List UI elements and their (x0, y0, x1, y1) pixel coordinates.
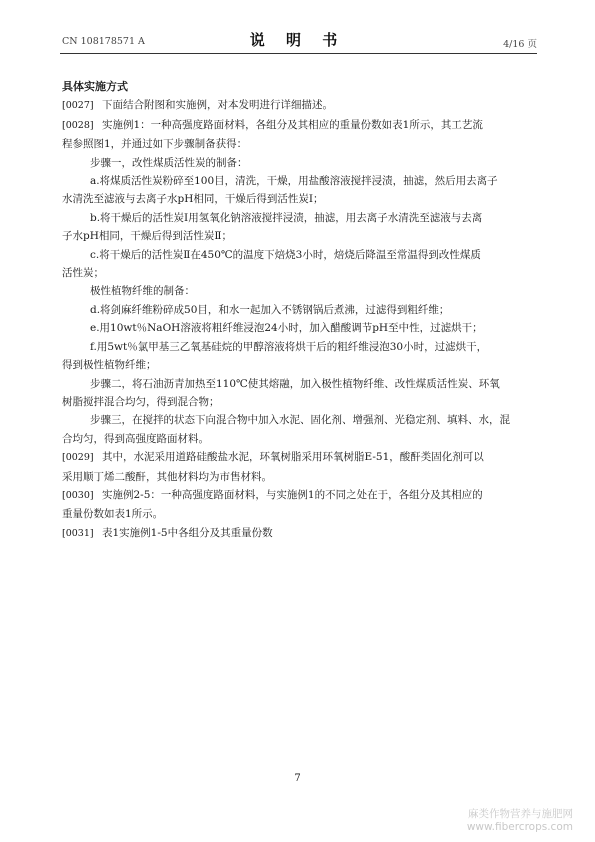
text-line (62, 319, 540, 337)
line-text: c.将干燥后的活性炭Ⅱ在450℃的温度下焙烧3小时，焙烧后降温至常温得到改性煤质 (90, 248, 481, 261)
line-text: d.将剑麻纤维粉碎成50目，和水一起加入不锈钢锅后煮沸，过滤得到粗纤维； (90, 303, 450, 316)
text-line (62, 375, 540, 393)
text-line (62, 227, 540, 245)
header-rule (60, 53, 537, 54)
line-text: 表1实施例1-5中各组分及其重量份数 (102, 526, 273, 539)
paragraph-tag: [0030] (62, 489, 94, 501)
text-line (62, 301, 540, 319)
page-info: 4/16 页 (503, 39, 537, 50)
line-text: e.用10wt％NaOH溶液将粗纤维浸泡24小时，加入醋酸调节pH至中性，过滤烘干； (90, 322, 483, 335)
line-text: 子水pH相同，干燥后得到活性炭Ⅱ； (62, 230, 233, 243)
section-heading (62, 78, 540, 96)
text-line (62, 172, 540, 190)
line-text: b.将干燥后的活性炭Ⅰ用氢氧化钠溶液搅拌浸渍，抽滤，用去离子水清洗至滤液与去离 (90, 211, 483, 224)
line-text: 树脂搅拌混合均匀，得到混合物； (62, 395, 220, 408)
line-text: 水清洗至滤液与去离子水pH相同，干燥后得到活性炭Ⅰ； (62, 193, 324, 206)
text-line (62, 524, 540, 543)
text-line (62, 135, 540, 153)
page-number: 7 (294, 773, 301, 784)
text-line (62, 264, 540, 282)
line-text: a.将煤质活性炭粉碎至100目，清洗，干燥，用盐酸溶液搅拌浸渍，抽滤，然后用去离子 (90, 175, 498, 188)
line-text: 实施例1：一种高强度路面材料，各组分及其相应的重量份数如表1所示，其工艺流 (102, 118, 483, 131)
line-text: 步骤二，将石油沥青加热至110℃使其熔融，加入极性植物纤维、改性煤质活性炭、环氧 (90, 377, 500, 390)
patent-number: CN 108178571 A (62, 36, 145, 47)
line-text: 极性植物纤维的制备： (90, 285, 195, 298)
text-line (62, 190, 540, 208)
text-line (62, 411, 540, 429)
line-text: 重量份数如表1所示。 (62, 508, 164, 521)
line-text: 合均匀，得到高强度路面材料。 (62, 432, 209, 445)
text-line (62, 448, 540, 467)
line-text: 步骤三，在搅拌的状态下向混合物中加入水泥、固化剂、增强剂、光稳定剂、填料、水，混 (90, 414, 510, 427)
line-text: 得到极性植物纤维； (62, 359, 157, 372)
text-line (62, 393, 540, 411)
paragraph-tag: [0029] (62, 452, 94, 464)
text-line (62, 505, 540, 523)
line-text: 步骤一，改性煤质活性炭的制备： (90, 156, 248, 169)
text-line (62, 154, 540, 172)
text-line (62, 246, 540, 264)
text-line (62, 338, 540, 356)
text-line (62, 486, 540, 505)
line-text: 程参照图1，并通过如下步骤制备获得： (62, 138, 248, 151)
line-text: 其中，水泥采用道路硅酸盐水泥，环氧树脂采用环氧树脂E-51，酸酐类固化剂可以 (102, 451, 484, 464)
document-title: 说 明 书 (249, 31, 346, 49)
text-line (62, 356, 540, 374)
watermark (467, 808, 573, 834)
watermark-line-2: www.fibercrops.com (466, 821, 573, 833)
line-text: 下面结合附图和实施例，对本发明进行详细描述。 (102, 99, 333, 112)
body-text (62, 78, 540, 543)
line-text: 具体实施方式 (62, 80, 128, 93)
line-text: 采用顺丁烯二酸酐，其他材料均为市售材料。 (62, 470, 272, 483)
paragraph-tag: [0031] (62, 527, 94, 539)
line-text: 活性炭； (62, 267, 104, 280)
text-line (62, 468, 540, 486)
paragraph-tag: [0028] (62, 119, 94, 131)
line-text: f.用5wt％氯甲基三乙氧基硅烷的甲醇溶液将烘干后的粗纤维浸泡30小时，过滤烘干， (90, 340, 488, 353)
text-line (62, 96, 540, 115)
watermark-line-1: 麻类作物营养与施肥网 (468, 808, 573, 820)
text-line (62, 116, 540, 135)
text-line (62, 209, 540, 227)
text-line (62, 430, 540, 448)
text-line (62, 282, 540, 300)
line-text: 实施例2-5：一种高强度路面材料，与实施例1的不同之处在于，各组分及其相应的 (102, 488, 483, 501)
paragraph-tag: [0027] (62, 100, 94, 112)
